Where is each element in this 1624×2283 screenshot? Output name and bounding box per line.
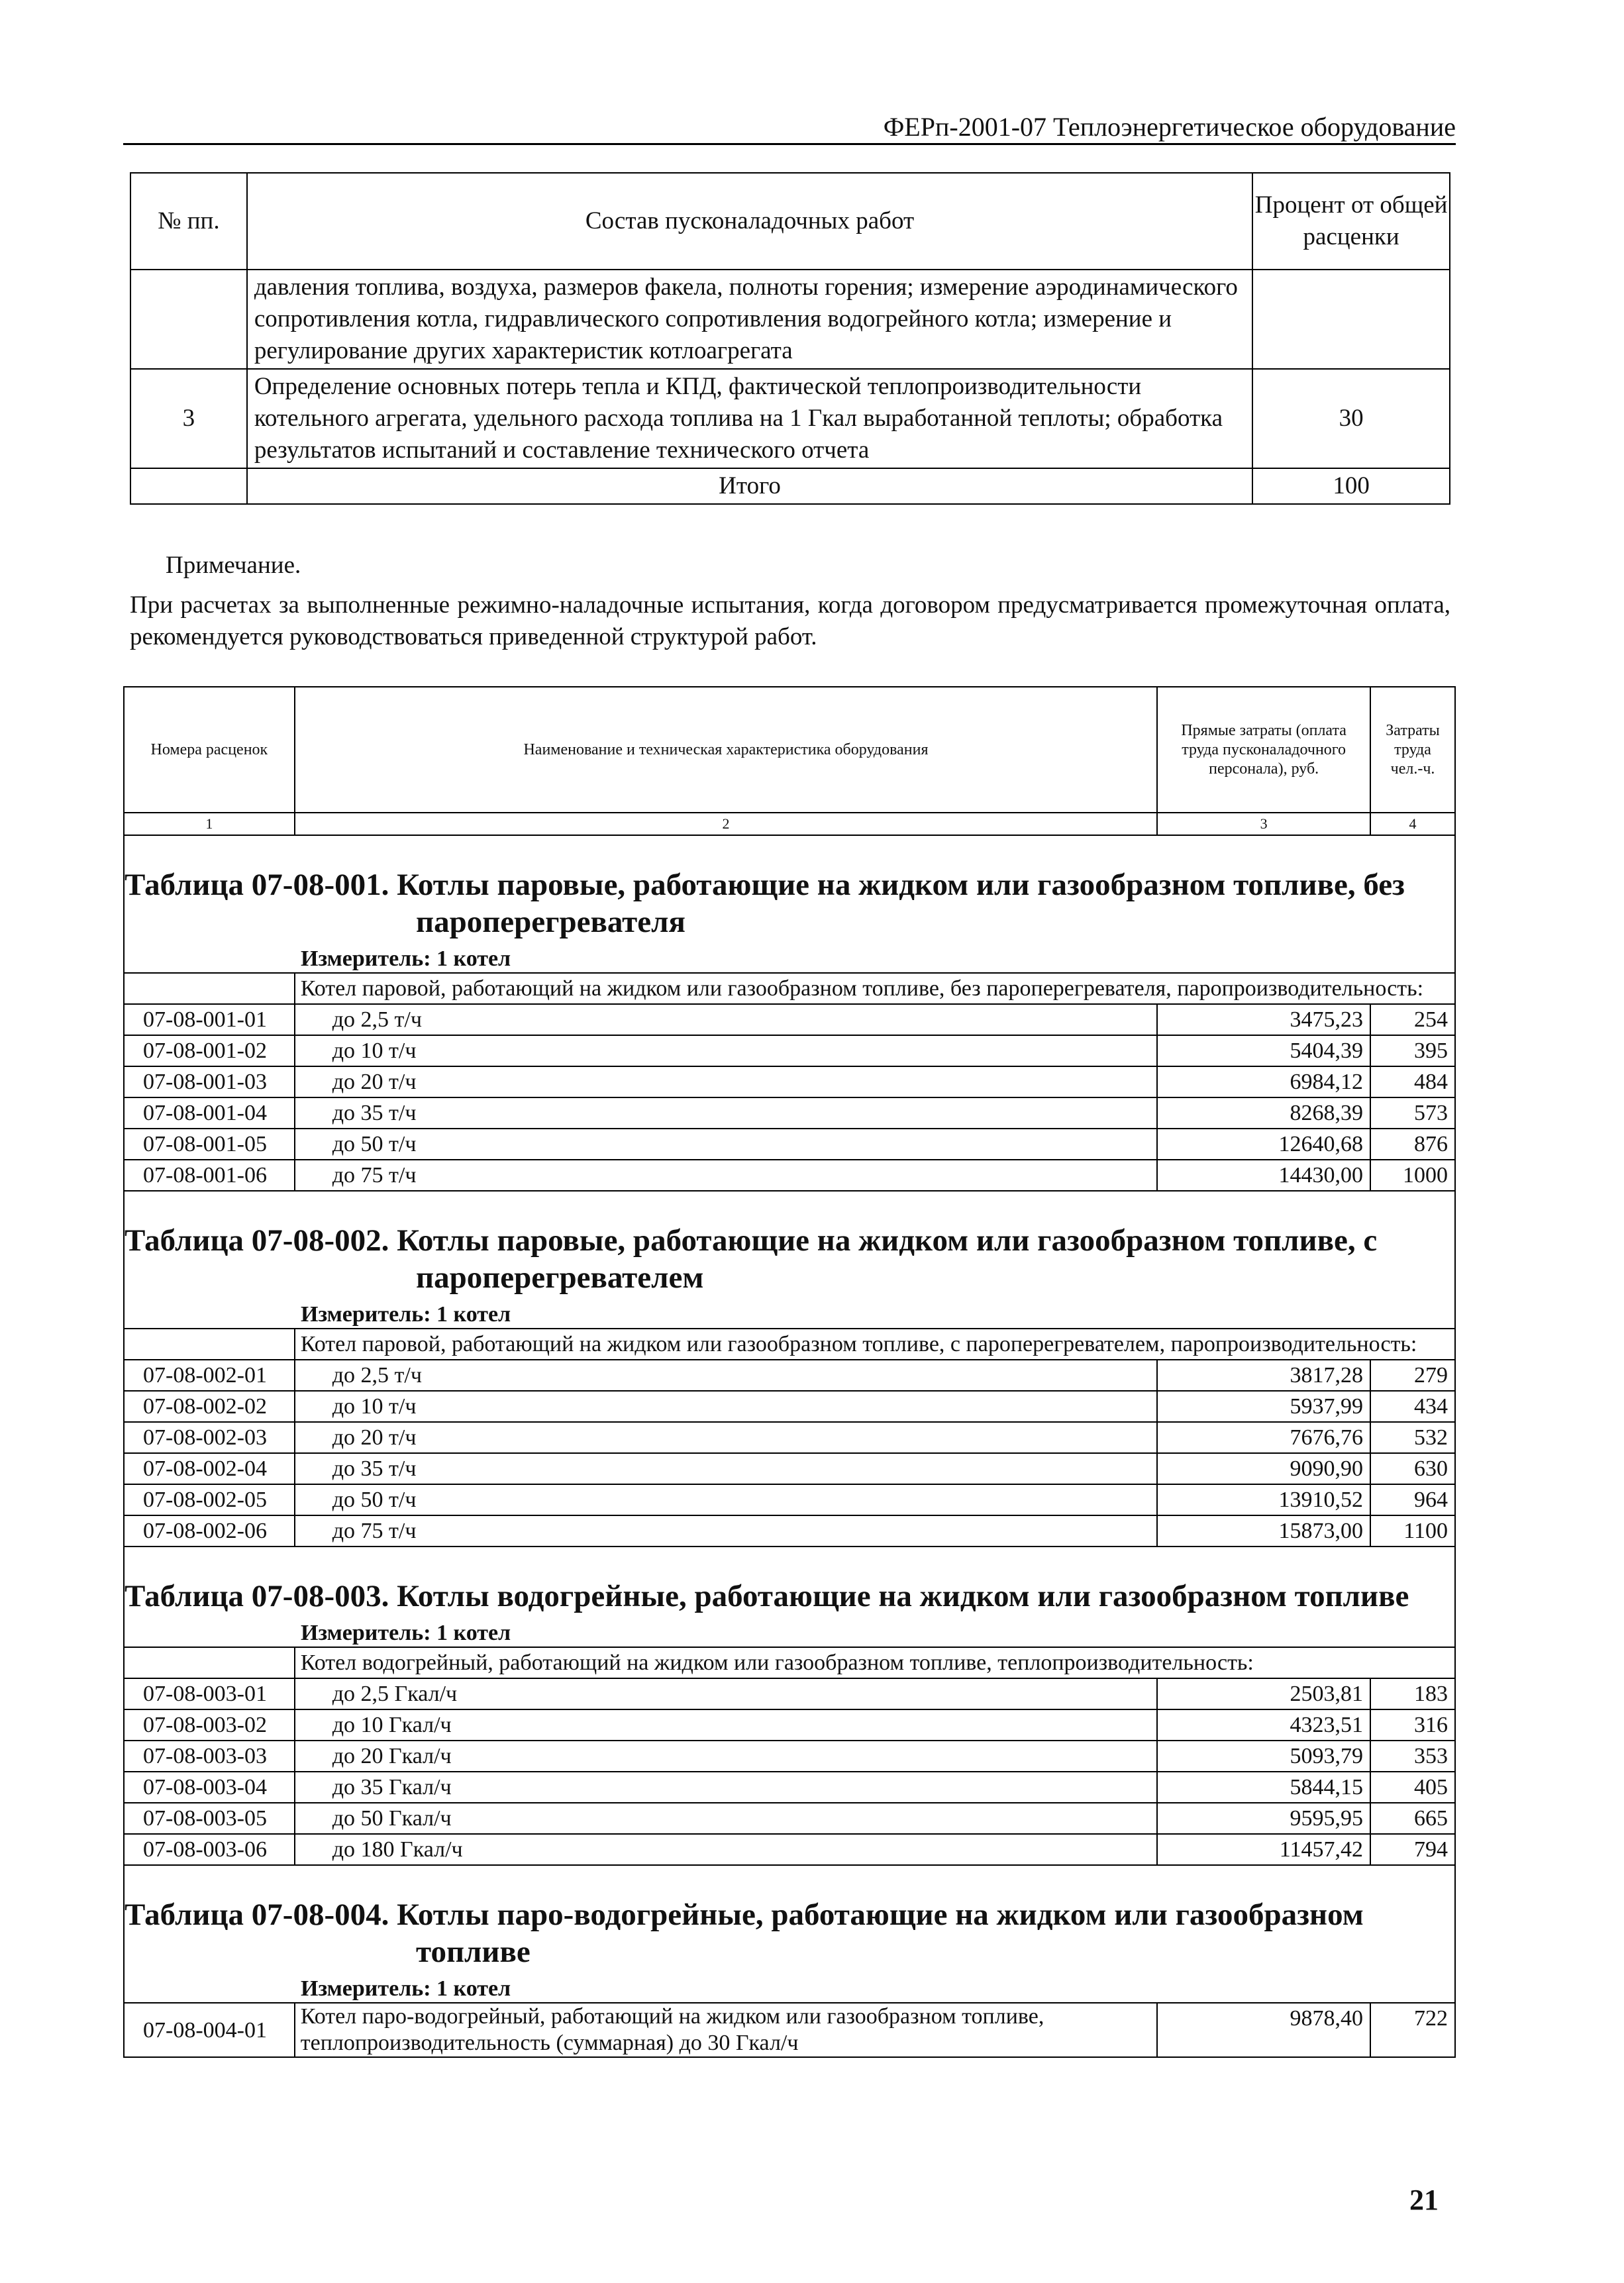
direct-cost: 7676,76 xyxy=(1157,1422,1370,1453)
labor-cost: 405 xyxy=(1370,1772,1455,1803)
labor-cost: 395 xyxy=(1370,1035,1455,1066)
rate-code: 07-08-001-02 xyxy=(124,1035,295,1066)
direct-cost: 8268,39 xyxy=(1157,1097,1370,1129)
labor-cost: 254 xyxy=(1370,1004,1455,1035)
rate-code: 07-08-001-01 xyxy=(124,1004,295,1035)
col-header-labor: Затраты труда чел.-ч. xyxy=(1370,687,1455,813)
labor-cost: 964 xyxy=(1370,1484,1455,1515)
table-row xyxy=(124,1453,1455,1484)
labor-cost: 353 xyxy=(1370,1741,1455,1772)
col-header-composition: Состав пусконаладочных работ xyxy=(247,173,1252,270)
section-measure: Измеритель: 1 котел xyxy=(301,1621,511,1645)
rate-code: 07-08-003-06 xyxy=(124,1834,295,1865)
rate-code: 07-08-002-06 xyxy=(124,1515,295,1547)
labor-cost: 665 xyxy=(1370,1803,1455,1834)
direct-cost: 3475,23 xyxy=(1157,1004,1370,1035)
col-number: 1 xyxy=(124,813,295,835)
labor-cost: 1000 xyxy=(1370,1160,1455,1191)
rate-code: 07-08-003-01 xyxy=(124,1678,295,1709)
labor-cost: 279 xyxy=(1370,1360,1455,1391)
section-description: Котел паровой, работающий на жидком или газообразном топливе, без пароперегревателя, паропроизводительность: xyxy=(124,973,1455,1004)
work-composition-table xyxy=(130,172,1450,505)
rate-code: 07-08-002-03 xyxy=(124,1422,295,1453)
col-header-cost: Прямые затраты (оплата труда пусконаладочного персонала), руб. xyxy=(1157,687,1370,813)
table-row xyxy=(124,1391,1455,1422)
equipment-name: до 75 т/ч xyxy=(295,1515,1157,1547)
table-row xyxy=(124,1097,1455,1129)
table-row xyxy=(124,1066,1455,1097)
section-description: Котел водогрейный, работающий на жидком или газообразном топливе, теплопроизводительность: xyxy=(124,1647,1455,1678)
table-row xyxy=(124,1360,1455,1391)
labor-cost: 794 xyxy=(1370,1834,1455,1865)
table-row xyxy=(124,1772,1455,1803)
labor-cost: 573 xyxy=(1370,1097,1455,1129)
rate-code: 07-08-001-04 xyxy=(124,1097,295,1129)
direct-cost: 9878,40 xyxy=(1157,2003,1370,2057)
labor-cost: 876 xyxy=(1370,1129,1455,1160)
equipment-name: до 2,5 т/ч xyxy=(295,1360,1157,1391)
rate-code: 07-08-003-03 xyxy=(124,1741,295,1772)
rate-code: 07-08-003-04 xyxy=(124,1772,295,1803)
equipment-name: до 20 т/ч xyxy=(295,1066,1157,1097)
table-row xyxy=(124,1004,1455,1035)
rate-code: 07-08-002-05 xyxy=(124,1484,295,1515)
section-title: Таблица 07-08-002. Котлы паровые, работающие на жидком или газообразном топливе, с пароперегревателем xyxy=(124,1191,1455,1296)
rate-code: 07-08-002-04 xyxy=(124,1453,295,1484)
table-row xyxy=(124,1803,1455,1834)
labor-cost: 630 xyxy=(1370,1453,1455,1484)
col-number: 4 xyxy=(1370,813,1455,835)
labor-cost: 434 xyxy=(1370,1391,1455,1422)
direct-cost: 11457,42 xyxy=(1157,1834,1370,1865)
labor-cost: 532 xyxy=(1370,1422,1455,1453)
direct-cost: 2503,81 xyxy=(1157,1678,1370,1709)
section-title: Таблица 07-08-003. Котлы водогрейные, работающие на жидком или газообразном топливе xyxy=(124,1547,1455,1615)
direct-cost: 5937,99 xyxy=(1157,1391,1370,1422)
table-row xyxy=(124,1834,1455,1865)
equipment-name: до 35 Гкал/ч xyxy=(295,1772,1157,1803)
rate-code: 07-08-002-01 xyxy=(124,1360,295,1391)
direct-cost: 12640,68 xyxy=(1157,1129,1370,1160)
equipment-name: Котел паро-водогрейный, работающий на жидком или газообразном топливе, теплопроизводительность (суммарная) до 30 Гкал/ч xyxy=(295,2003,1157,2057)
section-measure: Измеритель: 1 котел xyxy=(301,1976,511,2001)
rate-code: 07-08-001-03 xyxy=(124,1066,295,1097)
col-header-name: Наименование и техническая характеристика оборудования xyxy=(295,687,1157,813)
table-row xyxy=(124,1129,1455,1160)
table-row: давления топлива, воздуха, размеров факела, полноты горения; измерение аэродинамического сопротивления котла, гидравлического сопротивления водогрейного котла; измерение и регулирование других характеристик котлоагрегата xyxy=(130,270,1450,369)
rate-code: 07-08-003-05 xyxy=(124,1803,295,1834)
total-row: Итого 100 xyxy=(130,468,1450,504)
table-row xyxy=(124,1678,1455,1709)
labor-cost: 1100 xyxy=(1370,1515,1455,1547)
equipment-name: до 75 т/ч xyxy=(295,1160,1157,1191)
equipment-name: до 10 т/ч xyxy=(295,1035,1157,1066)
col-header-code: Номера расценок xyxy=(124,687,295,813)
col-number: 3 xyxy=(1157,813,1370,835)
direct-cost: 6984,12 xyxy=(1157,1066,1370,1097)
col-number: 2 xyxy=(295,813,1157,835)
labor-cost: 484 xyxy=(1370,1066,1455,1097)
rate-code: 07-08-003-02 xyxy=(124,1709,295,1741)
direct-cost: 14430,00 xyxy=(1157,1160,1370,1191)
direct-cost: 9595,95 xyxy=(1157,1803,1370,1834)
equipment-name: до 50 т/ч xyxy=(295,1129,1157,1160)
col-header-num: № пп. xyxy=(130,173,247,270)
equipment-name: до 20 Гкал/ч xyxy=(295,1741,1157,1772)
page-number: 21 xyxy=(1409,2184,1439,2216)
section-description: Котел паровой, работающий на жидком или газообразном топливе, с пароперегревателем, паропроизводительность: xyxy=(124,1329,1455,1360)
note-text: При расчетах за выполненные режимно-наладочные испытания, когда договором предусматривается промежуточная оплата, рекомендуется руководствоваться приведенной структурой работ. xyxy=(130,591,1450,650)
labor-cost: 316 xyxy=(1370,1709,1455,1741)
direct-cost: 5404,39 xyxy=(1157,1035,1370,1066)
labor-cost: 722 xyxy=(1370,2003,1455,2057)
direct-cost: 9090,90 xyxy=(1157,1453,1370,1484)
table-row xyxy=(124,1422,1455,1453)
section-title: Таблица 07-08-004. Котлы паро-водогрейные, работающие на жидком или газообразном топливе xyxy=(124,1865,1455,1970)
section-measure: Измеритель: 1 котел xyxy=(301,946,511,971)
equipment-name: до 35 т/ч xyxy=(295,1097,1157,1129)
table-row xyxy=(124,1709,1455,1741)
equipment-name: до 2,5 Гкал/ч xyxy=(295,1678,1157,1709)
col-header-percent: Процент от общей расценки xyxy=(1252,173,1450,270)
price-table xyxy=(123,686,1456,2058)
rate-code: 07-08-004-01 xyxy=(124,2003,295,2057)
equipment-name: до 35 т/ч xyxy=(295,1453,1157,1484)
running-header: ФЕРп-2001-07 Теплоэнергетическое оборудование xyxy=(123,114,1456,145)
direct-cost: 4323,51 xyxy=(1157,1709,1370,1741)
table-row xyxy=(124,1035,1455,1066)
equipment-name: до 20 т/ч xyxy=(295,1422,1157,1453)
equipment-name: до 10 т/ч xyxy=(295,1391,1157,1422)
section-measure: Измеритель: 1 котел xyxy=(301,1302,511,1327)
equipment-name: до 2,5 т/ч xyxy=(295,1004,1157,1035)
equipment-name: до 10 Гкал/ч xyxy=(295,1709,1157,1741)
labor-cost: 183 xyxy=(1370,1678,1455,1709)
table-row xyxy=(124,2003,1455,2057)
table-row xyxy=(124,1515,1455,1547)
note-title: Примечание. xyxy=(166,552,301,579)
equipment-name: до 50 т/ч xyxy=(295,1484,1157,1515)
direct-cost: 15873,00 xyxy=(1157,1515,1370,1547)
table-row xyxy=(124,1484,1455,1515)
rate-code: 07-08-001-05 xyxy=(124,1129,295,1160)
rate-code: 07-08-001-06 xyxy=(124,1160,295,1191)
table-row xyxy=(124,1160,1455,1191)
table-row: 3 Определение основных потерь тепла и КПД, фактической теплопроизводительности котельного агрегата, удельного расхода топлива на 1 Гкал выработанной теплоты; обработка результатов испытаний и составление технического отчета 30 xyxy=(130,369,1450,468)
direct-cost: 5844,15 xyxy=(1157,1772,1370,1803)
direct-cost: 13910,52 xyxy=(1157,1484,1370,1515)
direct-cost: 5093,79 xyxy=(1157,1741,1370,1772)
direct-cost: 3817,28 xyxy=(1157,1360,1370,1391)
equipment-name: до 50 Гкал/ч xyxy=(295,1803,1157,1834)
section-title: Таблица 07-08-001. Котлы паровые, работающие на жидком или газообразном топливе, без пароперегревателя xyxy=(124,835,1455,940)
rate-code: 07-08-002-02 xyxy=(124,1391,295,1422)
table-row xyxy=(124,1741,1455,1772)
equipment-name: до 180 Гкал/ч xyxy=(295,1834,1157,1865)
